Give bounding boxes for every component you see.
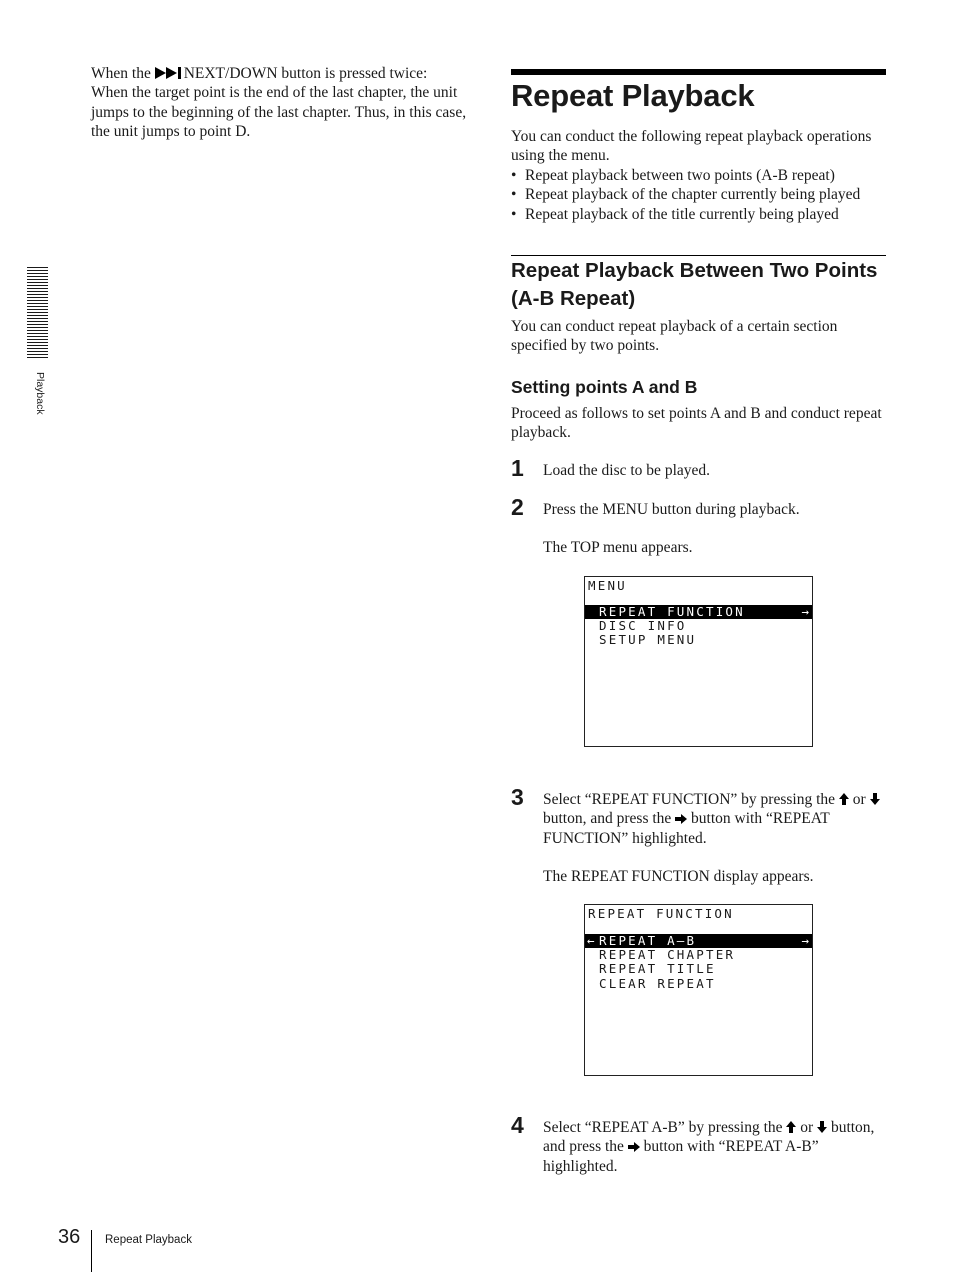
bullet-item: • Repeat playback between two points (A-B repeat) <box>511 166 891 185</box>
bullet-item: • Repeat playback of the title currently being played <box>511 205 891 224</box>
menu-item-clear-repeat: CLEAR REPEAT <box>599 975 716 991</box>
step-2-number: 2 <box>511 494 524 520</box>
bullet-item: • Repeat playback of the chapter currently being played <box>511 185 891 204</box>
next-icon <box>155 67 184 79</box>
side-tab-label: Playback <box>34 372 46 415</box>
step-2-text: Press the MENU button during playback. <box>543 501 800 518</box>
subsection-title: Setting points A and B <box>511 377 698 397</box>
right-arrow-icon <box>628 1142 640 1152</box>
menu-item-repeat-function <box>585 605 812 619</box>
menu-item-repeat-a-b <box>585 934 812 948</box>
right-arrow-icon: → <box>801 604 809 619</box>
menu-item-disc-info: DISC INFO <box>599 618 687 634</box>
step-4-number: 4 <box>511 1112 524 1138</box>
step-1-number: 1 <box>511 455 524 481</box>
right-arrow-icon <box>675 814 687 824</box>
menu-item-label: REPEAT FUNCTION <box>599 604 745 619</box>
left-note-prefix: When the <box>91 65 155 82</box>
step-1-text: Load the disc to be played. <box>543 462 711 479</box>
down-arrow-icon <box>817 1121 827 1133</box>
step-3-text-part: button, and press the <box>543 810 676 828</box>
bullet-list <box>511 166 891 224</box>
screen-title: REPEAT FUNCTION <box>588 906 734 921</box>
intro-block <box>511 127 891 224</box>
subsection-text: Proceed as follows to set points A and B and conduct repeat playback. <box>511 405 882 442</box>
repeat-function-list <box>585 934 812 991</box>
section-title: Repeat Playback Between Two Points (A-B Repeat) <box>511 259 878 310</box>
up-arrow-icon <box>786 1121 796 1133</box>
section-rule <box>511 255 886 256</box>
step-3-text-part: Select “REPEAT FUNCTION” by pressing the <box>543 791 839 808</box>
side-tab-marker <box>27 267 48 358</box>
screen-title: MENU <box>588 578 627 593</box>
menu-screen <box>584 576 813 747</box>
step-3-text-part: button with “REPEAT FUNCTION” highlighted. <box>543 810 830 847</box>
step-3-text <box>543 790 888 848</box>
menu-item-label: REPEAT A—B <box>599 933 697 948</box>
step-3-note: The REPEAT FUNCTION display appears. <box>543 868 814 885</box>
menu-item-repeat-chapter: REPEAT CHAPTER <box>599 947 736 963</box>
intro-text: You can conduct the following repeat playback operations using the menu. <box>511 128 872 165</box>
menu-item-repeat-title: REPEAT TITLE <box>599 961 716 977</box>
menu-item-setup-menu: SETUP MENU <box>599 632 697 648</box>
step-4-text <box>543 1118 888 1176</box>
title-rule <box>511 69 886 75</box>
repeat-function-screen <box>584 904 813 1076</box>
up-arrow-icon <box>839 793 849 805</box>
right-arrow-icon: → <box>801 933 809 948</box>
menu-list <box>585 605 812 648</box>
step-3-text-part: or <box>848 791 870 808</box>
down-arrow-icon <box>870 793 880 805</box>
step-4-text-part: or <box>796 1119 818 1136</box>
step-2-note: The TOP menu appears. <box>543 539 693 556</box>
footer-section-label: Repeat Playback <box>105 1234 192 1246</box>
section-text: You can conduct repeat playback of a certain section specified by two points. <box>511 318 838 355</box>
page-number: 36 <box>58 1226 81 1248</box>
step-4-text-part: button, and press the <box>543 1119 875 1156</box>
footer-divider <box>91 1230 92 1272</box>
step-3-number: 3 <box>511 784 524 810</box>
step-4-text-part: Select “REPEAT A-B” by pressing the <box>543 1119 787 1136</box>
left-note-text: NEXT/DOWN button is pressed twice: When the target point is the end of the last chapter, the unit jumps to the beginning of the last chapter. Thus, in this case, the unit jumps to point D. <box>91 65 467 141</box>
left-note-paragraph <box>91 64 467 142</box>
left-arrow-icon: ← <box>587 933 595 948</box>
page-title: Repeat Playback <box>511 78 755 113</box>
step-4-text-part: button with “REPEAT A-B” highlighted. <box>543 1138 819 1175</box>
